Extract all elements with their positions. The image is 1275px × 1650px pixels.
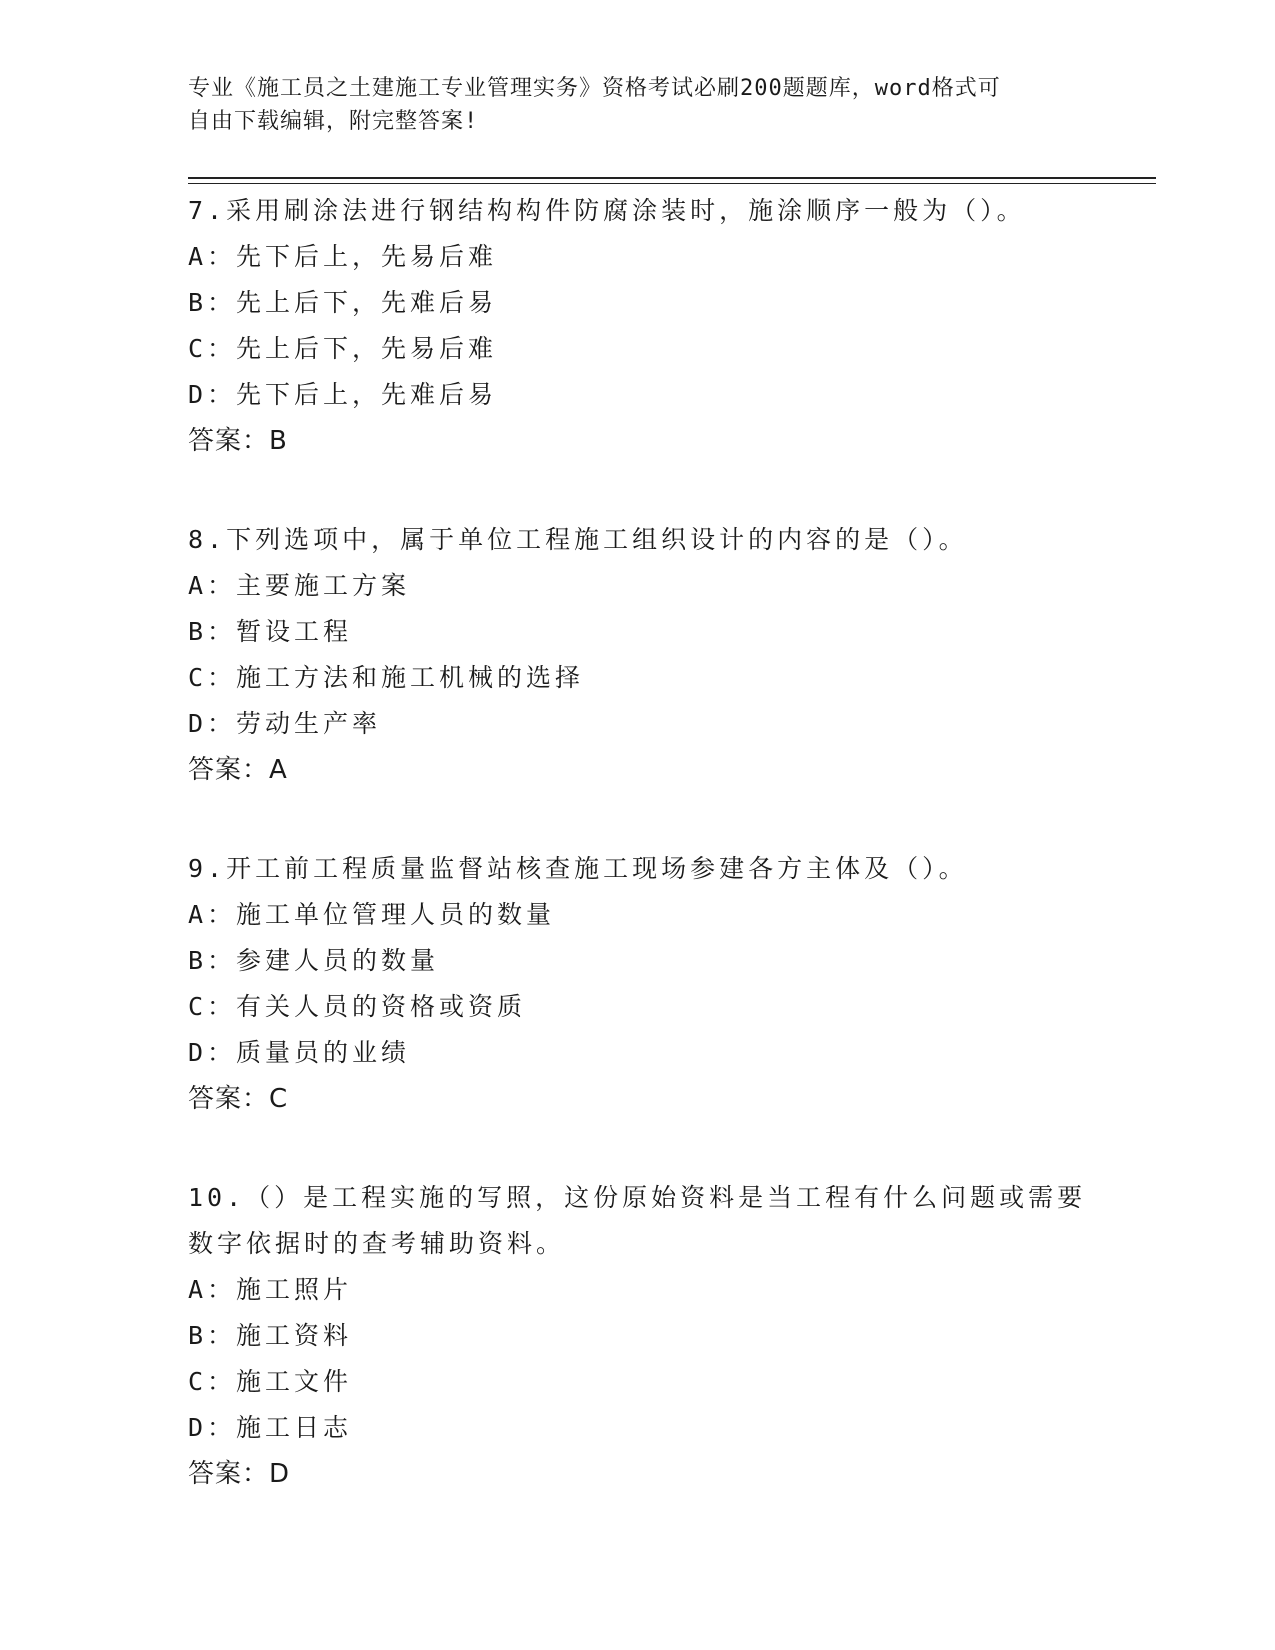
question-list — [188, 188, 1088, 1550]
question-10 — [188, 1175, 1088, 1497]
question-stem-line: 数字依据时的查考辅助资料。 — [188, 1229, 566, 1258]
option-a: A：施工照片 — [188, 1275, 353, 1304]
question-stem-line: 10.（）是工程实施的写照，这份原始资料是当工程有什么问题或需要 — [188, 1183, 1087, 1212]
header-line: 专业《施工员之土建施工专业管理实务》资格考试必刷200题题库，word格式可 — [188, 76, 1001, 101]
option-d: D：劳动生产率 — [188, 709, 382, 738]
option-d: D：质量员的业绩 — [188, 1038, 411, 1067]
option-b: B：暂设工程 — [188, 617, 353, 646]
answer: 答案：B — [188, 426, 288, 456]
question-stem: 7.采用刷涂法进行钢结构构件防腐涂装时，施涂顺序一般为（）。 — [188, 196, 1026, 225]
question-7 — [188, 188, 1088, 464]
document-header — [188, 72, 1088, 138]
option-d: D：先下后上，先难后易 — [188, 380, 498, 409]
question-8 — [188, 517, 1088, 793]
option-c: C：施工方法和施工机械的选择 — [188, 663, 585, 692]
question-9 — [188, 846, 1088, 1122]
answer: 答案：D — [188, 1459, 291, 1489]
option-b: B：先上后下，先难后易 — [188, 288, 498, 317]
option-c: C：施工文件 — [188, 1367, 353, 1396]
option-c: C：有关人员的资格或资质 — [188, 992, 527, 1021]
question-stem: 8.下列选项中，属于单位工程施工组织设计的内容的是（）。 — [188, 525, 968, 554]
header-divider-thin — [188, 183, 1156, 184]
option-a: A：主要施工方案 — [188, 571, 411, 600]
option-d: D：施工日志 — [188, 1413, 353, 1442]
option-a: A：施工单位管理人员的数量 — [188, 900, 556, 929]
header-line: 自由下载编辑，附完整答案! — [188, 109, 479, 134]
option-b: B：施工资料 — [188, 1321, 353, 1350]
question-stem: 9.开工前工程质量监督站核查施工现场参建各方主体及（）。 — [188, 854, 968, 883]
header-divider-thick — [188, 177, 1156, 179]
option-c: C：先上后下，先易后难 — [188, 334, 498, 363]
answer: 答案：A — [188, 755, 288, 785]
option-b: B：参建人员的数量 — [188, 946, 440, 975]
answer: 答案：C — [188, 1084, 289, 1114]
option-a: A：先下后上，先易后难 — [188, 242, 498, 271]
